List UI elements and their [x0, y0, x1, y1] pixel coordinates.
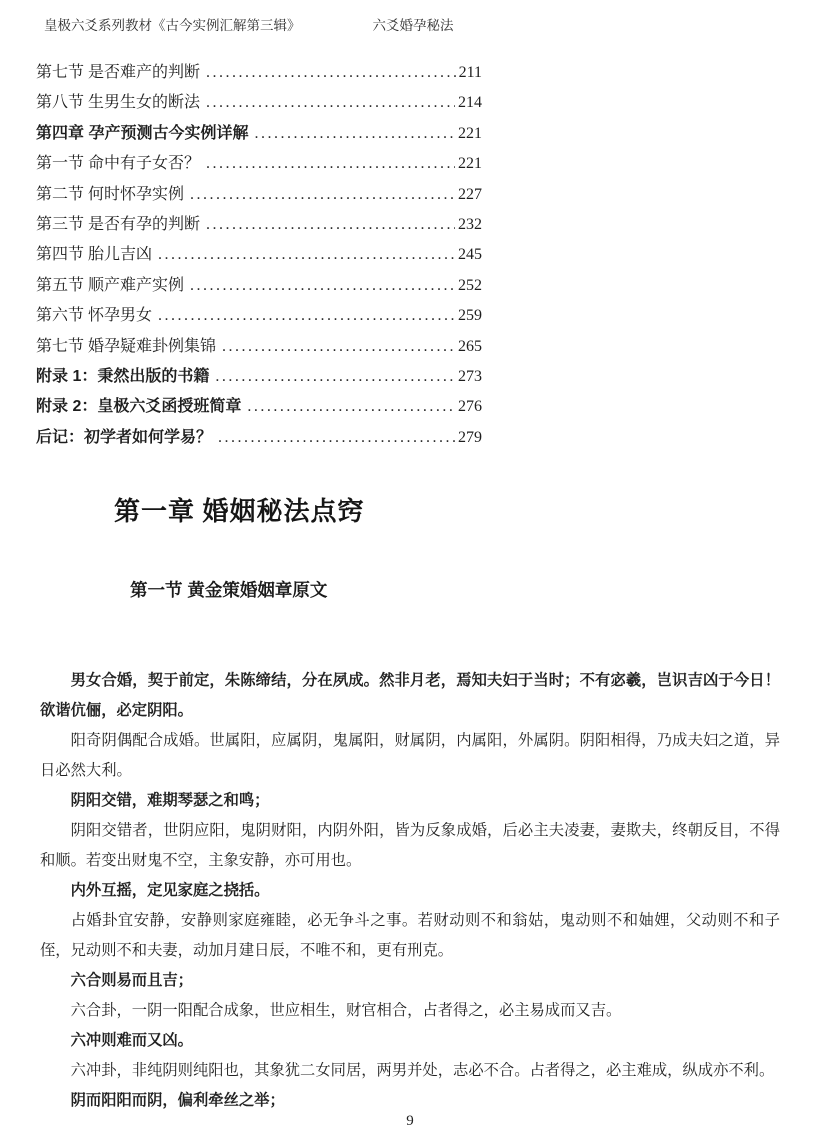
paragraph-heading: 六合则易而且吉；: [70, 972, 193, 990]
toc-item-label: 第六节 怀孕男女: [36, 307, 153, 325]
paragraph: 男女合婚，契于前定，朱陈缔结，分在夙成。然非月老，焉知夫妇于当时；不有宓羲，岂识吉凶于今日！欲谐伉俪，必定阴阳。: [40, 672, 780, 720]
toc-item: [36, 89, 482, 119]
dot-leader: [222, 338, 455, 356]
paragraph: 阳奇阴偶配合成婚。世属阳，应属阴，鬼属阳，财属阴，内属阳，外属阴。阴阳相得，乃成夫妇之道，异日必然大利。: [40, 732, 780, 780]
toc-item: [36, 393, 482, 423]
dot-leader: [254, 125, 455, 143]
toc-item-label: 第五节 顺产难产实例: [36, 276, 185, 294]
dot-leader: [206, 216, 455, 234]
toc-item-page: 276: [458, 398, 482, 416]
toc-item-page: 265: [458, 337, 482, 355]
toc-item: [36, 363, 482, 393]
toc-item: [36, 181, 482, 211]
paragraph: 阴阳交错者，世阴应阳，鬼阴财阳，内阴外阳，皆为反象成婚，后必主夫凌妻，妻欺夫，终朝反目，不得和顺。若变出财鬼不空，主象安静，亦可用也。: [40, 822, 780, 870]
header-book-title: 六爻婚孕秘法: [372, 18, 454, 33]
section-title: 第一节 黄金策婚姻章原文: [130, 580, 328, 601]
toc-item-label: 后记：初学者如何学易？: [36, 428, 213, 446]
toc-item: [36, 211, 482, 241]
running-header: [0, 0, 820, 34]
toc-item: [36, 150, 482, 180]
dot-leader: [218, 429, 455, 447]
paragraph: 六合卦，一阴一阳配合成象，世应相生，财官相合，占者得之，必主易成而又吉。: [70, 1002, 622, 1020]
body-text: [40, 666, 780, 1116]
paragraph-heading: 阴而阳阳而阴，偏利牵丝之举；: [70, 1092, 285, 1110]
toc-item-label: 第七节 是否难产的判断: [36, 64, 201, 81]
toc-item: [36, 272, 482, 302]
paragraph-heading: 内外互摇，定见家庭之挠括。: [70, 882, 270, 900]
toc-item-label: 第一节 命中有子女否？: [36, 155, 201, 173]
dot-leader: [190, 186, 455, 204]
toc-item-page: 245: [458, 246, 482, 264]
toc-item-label: 附录 1：秉然出版的书籍: [36, 367, 210, 385]
toc-item-label: 第二节 何时怀孕实例: [36, 185, 185, 203]
toc-item-label: 附录 2：皇极六爻函授班简章: [36, 398, 242, 416]
toc-item: [36, 302, 482, 332]
paragraph: 占婚卦宜安静，安静则家庭雍睦，必无争斗之事。若财动则不和翁姑，鬼动则不和妯娌，父动则不和子侄，兄动则不和夫妻，动加月建日辰，不唯不和，更有刑克。: [40, 912, 780, 960]
dot-leader: [206, 155, 455, 173]
header-series-title: 皇极六爻系列教材《古今实例汇解第三辑》: [44, 18, 301, 33]
toc-item: [36, 59, 482, 89]
chapter-title: 第一章 婚姻秘法点窍: [114, 497, 365, 527]
paragraph: 六冲卦，非纯阴则纯阳也，其象犹二女同居，两男并处，志必不合。占者得之，必主难成，纵成亦不利。: [70, 1062, 775, 1080]
toc-item-page: 227: [458, 185, 482, 203]
dot-leader: [206, 64, 456, 82]
toc-item-label: 第四节 胎儿吉凶: [36, 246, 153, 264]
toc-item-page: 221: [458, 124, 482, 142]
dot-leader: [158, 246, 455, 264]
toc-item-label: 第四章 孕产预测古今实例详解: [36, 124, 249, 142]
dot-leader: [215, 368, 455, 386]
page-number: 9: [406, 1113, 414, 1129]
toc-item: [36, 333, 482, 363]
toc-item-page: 221: [458, 155, 482, 173]
toc-item: [36, 241, 482, 271]
toc-item-page: 232: [458, 215, 482, 233]
dot-leader: [247, 398, 455, 416]
toc-item: [36, 424, 482, 454]
toc-item-label: 第八节 生男生女的断法: [36, 94, 201, 112]
dot-leader: [190, 277, 455, 295]
toc-item: [36, 120, 482, 150]
toc-item-label: 第七节 婚孕疑难卦例集锦: [36, 337, 217, 355]
table-of-contents: [36, 59, 482, 454]
toc-item-page: 214: [458, 94, 482, 112]
toc-item-page: 259: [458, 307, 482, 325]
dot-leader: [158, 307, 455, 325]
toc-item-page: 279: [458, 428, 482, 446]
paragraph-heading: 阴阳交错，难期琴瑟之和鸣；: [70, 792, 270, 810]
dot-leader: [206, 94, 455, 112]
toc-item-page: 211: [458, 64, 482, 81]
paragraph-heading: 六冲则难而又凶。: [70, 1032, 193, 1050]
toc-item-page: 252: [458, 276, 482, 294]
toc-item-label: 第三节 是否有孕的判断: [36, 215, 201, 233]
toc-item-page: 273: [458, 367, 482, 385]
